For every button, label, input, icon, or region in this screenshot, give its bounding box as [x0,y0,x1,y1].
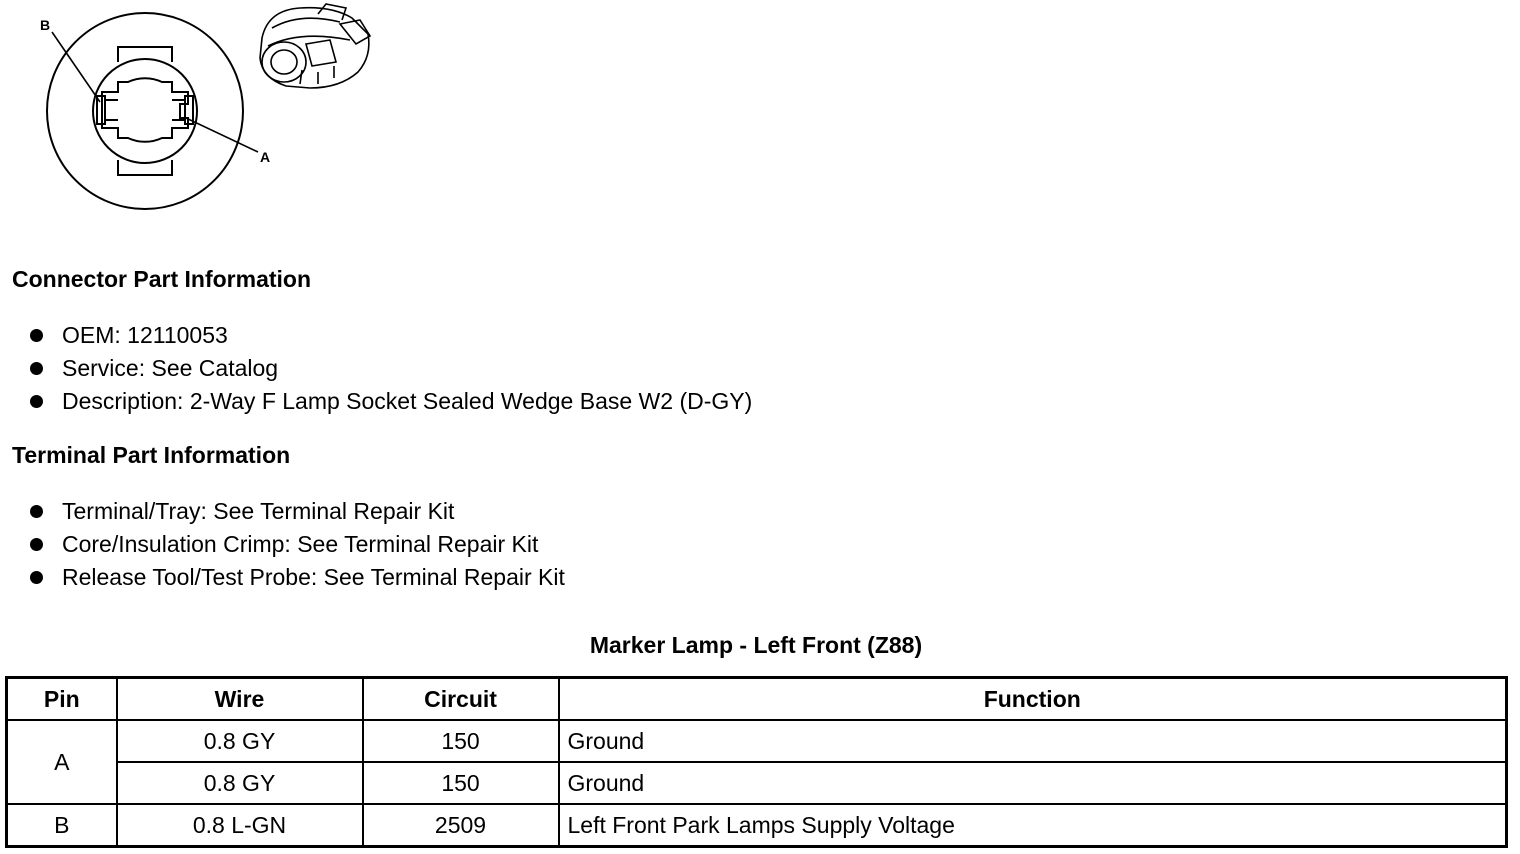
list-item-text: Core/Insulation Crimp: See Terminal Repair Kit [62,531,539,557]
terminal-part-info-list [28,495,565,594]
bullet-icon [30,395,43,408]
table-row [7,804,1507,847]
bullet-icon [30,362,43,375]
list-item-text: OEM: 12110053 [62,322,228,348]
table-header-row [7,678,1507,721]
wire-cell: 0.8 GY [117,720,363,762]
list-item [28,352,752,385]
pin-cell: B [7,804,117,847]
wire-cell: 0.8 L-GN [117,804,363,847]
function-cell: Ground [559,762,1507,804]
table-row [7,762,1507,804]
list-item [28,528,565,561]
circuit-cell: 150 [363,762,559,804]
function-cell: Ground [559,720,1507,762]
column-header-function: Function [559,678,1507,721]
socket-3d-view [260,4,370,88]
list-item [28,319,752,352]
column-header-pin: Pin [7,678,117,721]
connector-part-info-list [28,319,752,418]
terminal-part-info-heading: Terminal Part Information [12,442,291,468]
connector-face-diagram [0,0,400,220]
connector-face-view [47,13,243,209]
table-title: Marker Lamp - Left Front (Z88) [589,632,923,658]
bullet-icon [30,571,43,584]
wire-cell: 0.8 GY [117,762,363,804]
leader-lines [52,32,258,152]
list-item-text: Terminal/Tray: See Terminal Repair Kit [62,498,455,524]
bullet-icon [30,538,43,551]
list-item [28,385,752,418]
pin-b-callout: B [40,17,51,33]
circuit-cell: 150 [363,720,559,762]
column-header-circuit: Circuit [363,678,559,721]
list-item-text: Description: 2-Way F Lamp Socket Sealed Wedge Base W2 (D-GY) [62,388,753,414]
circuit-cell: 2509 [363,804,559,847]
function-cell: Left Front Park Lamps Supply Voltage [559,804,1507,847]
pin-cell: A [7,720,117,804]
list-item-text: Service: See Catalog [62,355,279,381]
list-item-text: Release Tool/Test Probe: See Terminal Repair Kit [62,564,565,590]
table-row [7,720,1507,762]
bullet-icon [30,505,43,518]
list-item [28,561,565,594]
list-item [28,495,565,528]
column-header-wire: Wire [117,678,363,721]
bullet-icon [30,329,43,342]
pin-a-callout: A [260,149,271,165]
connector-part-info-heading: Connector Part Information [12,266,312,292]
pinout-table [5,676,1508,848]
